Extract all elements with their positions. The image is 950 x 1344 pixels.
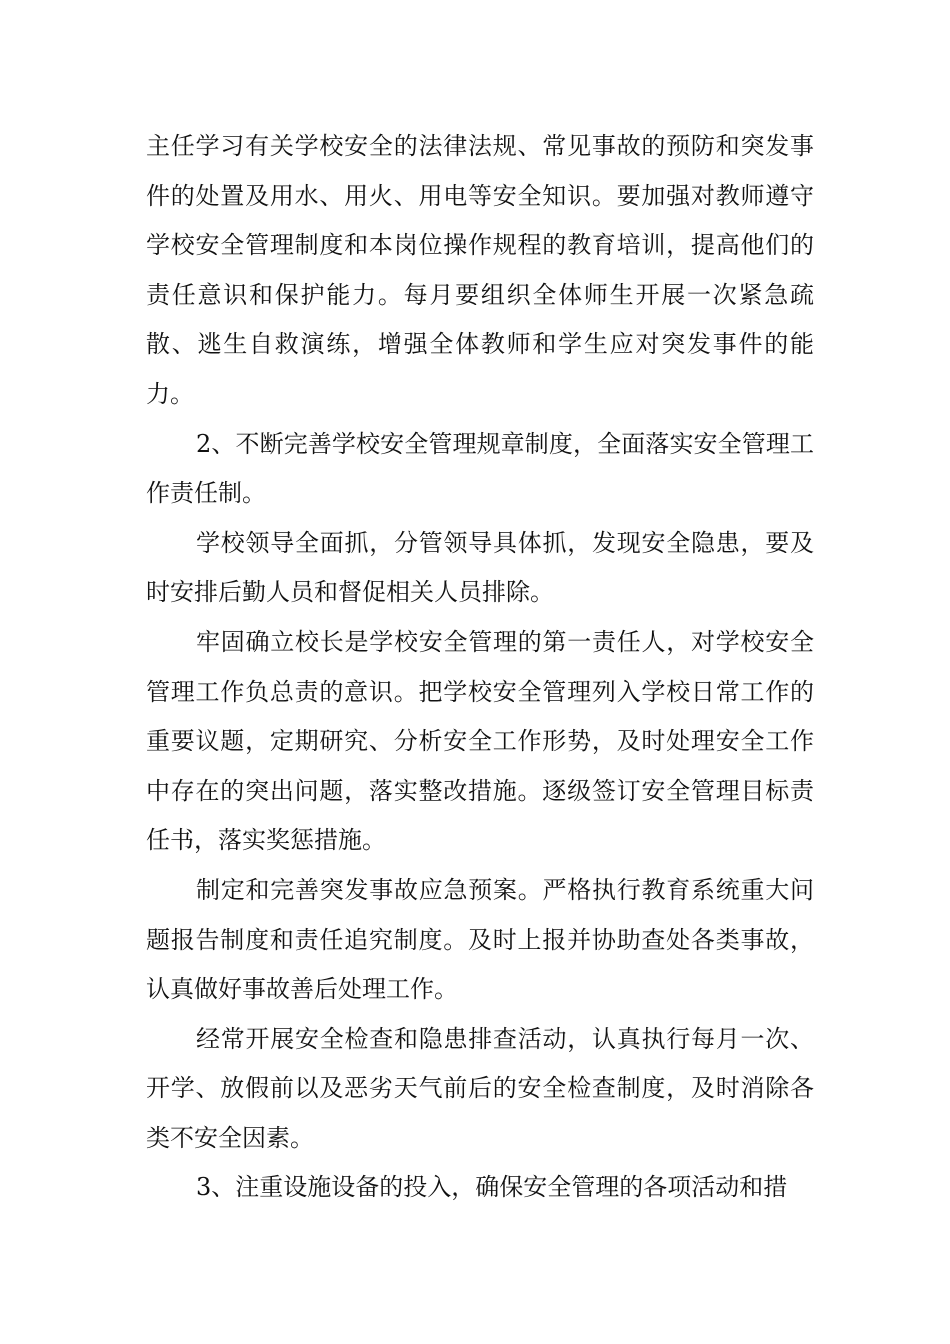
paragraph-section-3-heading: 3、注重设施设备的投入，确保安全管理的各项活动和措 (196, 1173, 788, 1202)
paragraph-continuation: 主任学习有关学校安全的法律法规、常见事故的预防和突发事件的处置及用水、用火、用电等安全知识。要加强对教师遵守学校安全管理制度和本岗位操作规程的教育培训，提高他们的责任意识和保护能力。每月要组织全体师生开展一次紧急疏散、逃生自救演练，增强全体教师和学生应对突发事件的能力。 (146, 132, 814, 408)
paragraph-safety-inspection: 经常开展安全检查和隐患排查活动，认真执行每月一次、开学、放假前以及恶劣天气前后的安全检查制度，及时消除各类不安全因素。 (146, 1024, 814, 1152)
paragraph-section-2-heading: 2、不断完善学校安全管理规章制度，全面落实安全管理工作责任制。 (146, 429, 814, 508)
paragraph-principal-responsibility: 牢固确立校长是学校安全管理的第一责任人，对学校安全管理工作负总责的意识。把学校安全管理列入学校日常工作的重要议题，定期研究、分析安全工作形势，及时处理安全工作中存在的突出问题，落实整改措施。逐级签订安全管理目标责任书，落实奖惩措施。 (146, 627, 814, 855)
paragraph-leadership: 学校领导全面抓，分管领导具体抓，发现安全隐患，要及时安排后勤人员和督促相关人员排除。 (146, 528, 814, 607)
paragraph-emergency-plan: 制定和完善突发事故应急预案。严格执行教育系统重大问题报告制度和责任追究制度。及时上报并协助查处各类事故，认真做好事故善后处理工作。 (146, 875, 814, 1004)
document-body (146, 122, 814, 1213)
